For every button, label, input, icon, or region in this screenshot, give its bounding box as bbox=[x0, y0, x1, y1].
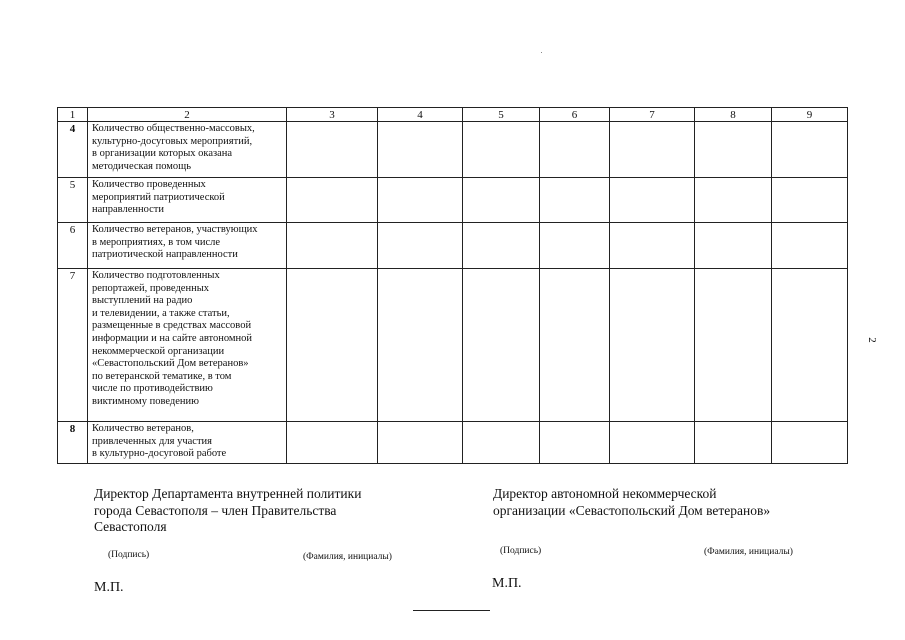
description-line: в культурно-досуговой работе bbox=[92, 448, 227, 460]
row-description bbox=[88, 223, 287, 269]
empty-cell bbox=[287, 223, 378, 269]
empty-cell bbox=[695, 178, 772, 223]
column-header: 9 bbox=[772, 108, 848, 122]
empty-cell bbox=[610, 122, 695, 178]
description-line: патриотической направленности bbox=[92, 249, 238, 261]
description-line: Количество подготовленных bbox=[92, 270, 220, 281]
description-line: Количество общественно-массовых, bbox=[92, 123, 255, 134]
scan-speck bbox=[541, 52, 542, 53]
column-header: 1 bbox=[58, 108, 88, 122]
description-line: размещенные в средствах массовой bbox=[92, 320, 252, 332]
signature-title-line: Севастополя bbox=[94, 519, 167, 534]
empty-cell bbox=[610, 422, 695, 464]
empty-cell bbox=[287, 422, 378, 464]
left-signature-title bbox=[94, 486, 414, 536]
row-description bbox=[88, 422, 287, 464]
signature-title-line: организации «Севастопольский Дом ветеранов» bbox=[493, 502, 771, 518]
description-line: в мероприятиях, в том числе bbox=[92, 236, 221, 248]
empty-cell bbox=[463, 269, 540, 422]
description-line: некоммерческой организации bbox=[92, 345, 225, 357]
row-number: 4 bbox=[58, 122, 88, 178]
description-line: виктимному поведению bbox=[92, 395, 199, 407]
signature-title-line: Директор автономной некоммерческой bbox=[493, 486, 717, 501]
empty-cell bbox=[378, 422, 463, 464]
empty-cell bbox=[378, 122, 463, 178]
table-header-row bbox=[58, 108, 848, 122]
empty-cell bbox=[540, 178, 610, 223]
description-line: информации и на сайте автономной bbox=[92, 332, 253, 344]
empty-cell bbox=[695, 269, 772, 422]
column-header: 2 bbox=[88, 108, 287, 122]
empty-cell bbox=[540, 223, 610, 269]
description-line: Количество ветеранов, участвующих bbox=[92, 224, 258, 235]
column-header: 7 bbox=[610, 108, 695, 122]
empty-cell bbox=[610, 178, 695, 223]
empty-cell bbox=[463, 223, 540, 269]
signature-title-line: города Севастополя – член Правительства bbox=[94, 502, 337, 518]
empty-cell bbox=[463, 122, 540, 178]
empty-cell bbox=[772, 269, 848, 422]
description-line: выступлений на радио bbox=[92, 295, 193, 307]
description-line: Количество проведенных bbox=[92, 179, 206, 190]
table-row bbox=[58, 122, 848, 178]
empty-cell bbox=[287, 122, 378, 178]
column-header: 8 bbox=[695, 108, 772, 122]
empty-cell bbox=[378, 269, 463, 422]
empty-cell bbox=[772, 223, 848, 269]
description-line: Количество ветеранов, bbox=[92, 423, 194, 434]
right-name-caption: (Фамилия, инициалы) bbox=[704, 547, 793, 557]
table-row bbox=[58, 269, 848, 422]
description-line: «Севастопольский Дом ветеранов» bbox=[92, 358, 249, 370]
right-signature-caption: (Подпись) bbox=[500, 546, 542, 556]
empty-cell bbox=[695, 223, 772, 269]
column-header: 3 bbox=[287, 108, 378, 122]
description-line: репортажей, проведенных bbox=[92, 282, 209, 294]
column-header: 5 bbox=[463, 108, 540, 122]
empty-cell bbox=[772, 178, 848, 223]
page-number: 2 bbox=[865, 337, 878, 343]
empty-cell bbox=[610, 269, 695, 422]
row-number: 6 bbox=[58, 223, 88, 269]
empty-cell bbox=[540, 122, 610, 178]
left-signature-caption: (Подпись) bbox=[108, 550, 150, 560]
empty-cell bbox=[695, 422, 772, 464]
empty-cell bbox=[378, 178, 463, 223]
column-header: 4 bbox=[378, 108, 463, 122]
empty-cell bbox=[610, 223, 695, 269]
right-signature-title bbox=[493, 486, 823, 519]
description-line: по ветеранской тематике, в том bbox=[92, 370, 232, 382]
empty-cell bbox=[287, 178, 378, 223]
description-line: методическая помощь bbox=[92, 160, 192, 172]
empty-cell bbox=[287, 269, 378, 422]
description-line: и телевидении, а также статьи, bbox=[92, 307, 230, 319]
left-stamp-label: М.П. bbox=[94, 580, 124, 595]
description-line: в организации которых оказана bbox=[92, 148, 233, 160]
empty-cell bbox=[378, 223, 463, 269]
description-line: мероприятий патриотической bbox=[92, 191, 225, 203]
empty-cell bbox=[772, 422, 848, 464]
empty-cell bbox=[772, 122, 848, 178]
row-number: 5 bbox=[58, 178, 88, 223]
left-name-caption: (Фамилия, инициалы) bbox=[303, 552, 392, 562]
row-number: 7 bbox=[58, 269, 88, 422]
table-row bbox=[58, 422, 848, 464]
empty-cell bbox=[463, 422, 540, 464]
footer-divider bbox=[413, 610, 490, 611]
empty-cell bbox=[540, 422, 610, 464]
description-line: привлеченных для участия bbox=[92, 435, 212, 447]
report-table bbox=[57, 107, 848, 464]
row-number: 8 bbox=[58, 422, 88, 464]
description-line: числе по противодействию bbox=[92, 383, 213, 395]
empty-cell bbox=[695, 122, 772, 178]
description-line: культурно-досуговых мероприятий, bbox=[92, 135, 253, 147]
table-row bbox=[58, 223, 848, 269]
signature-title-line: Директор Департамента внутренней политики bbox=[94, 486, 362, 501]
table-row bbox=[58, 178, 848, 223]
row-description bbox=[88, 122, 287, 178]
row-description bbox=[88, 178, 287, 223]
row-description bbox=[88, 269, 287, 422]
empty-cell bbox=[540, 269, 610, 422]
description-line: направленности bbox=[92, 204, 165, 216]
empty-cell bbox=[463, 178, 540, 223]
column-header: 6 bbox=[540, 108, 610, 122]
right-stamp-label: М.П. bbox=[492, 576, 522, 591]
